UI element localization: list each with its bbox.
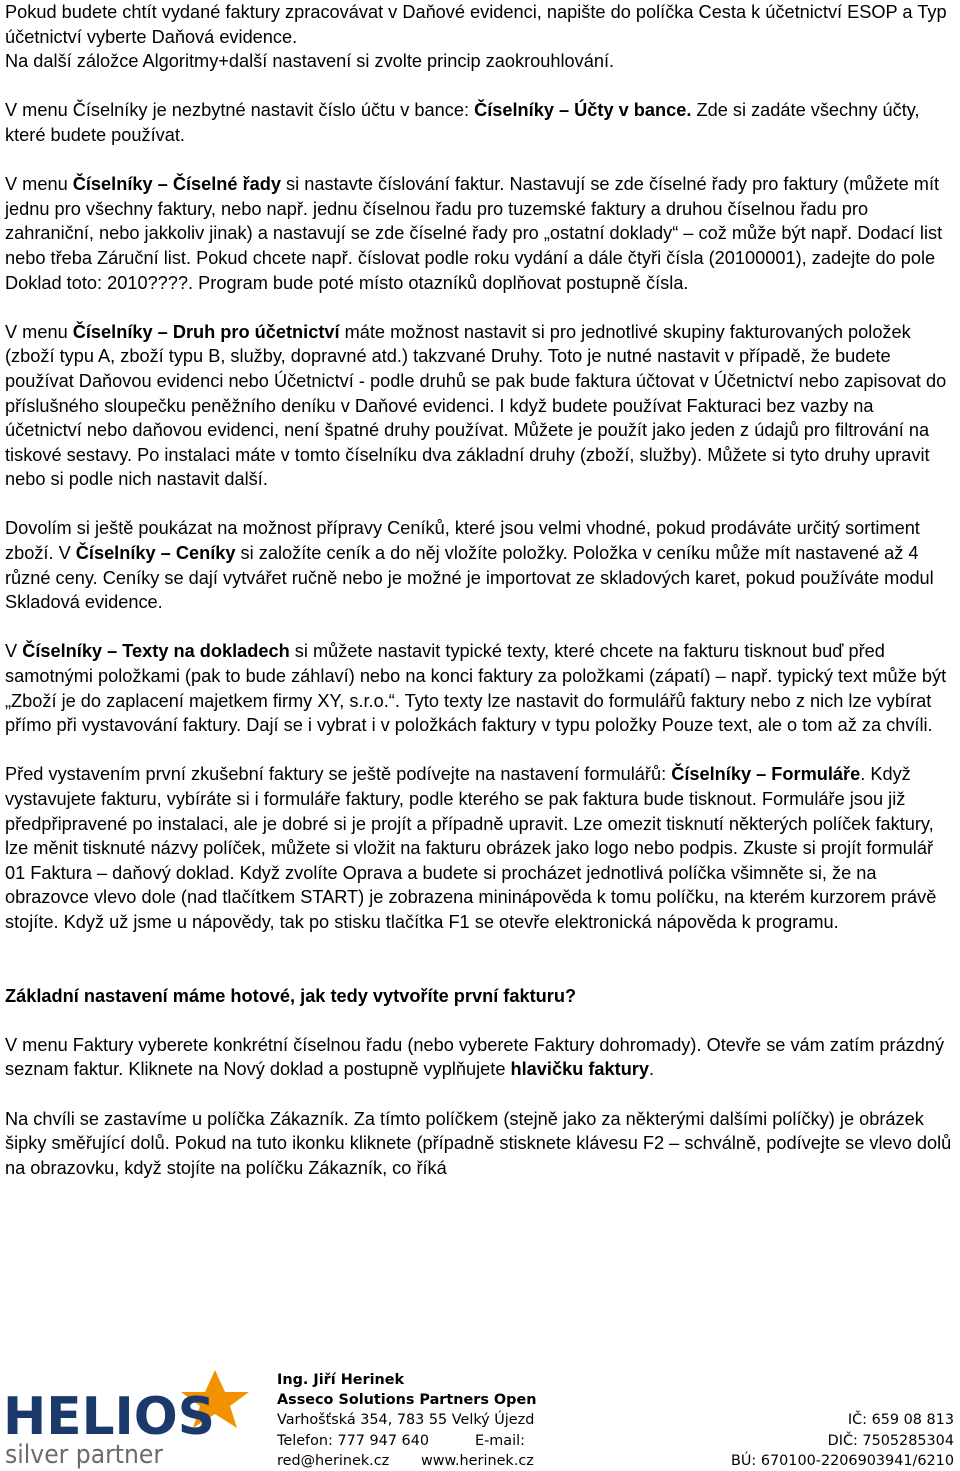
bold-text-run: Číselníky – Účty v bance. [474, 100, 692, 121]
bold-text-run: Číselníky – Druh pro účetnictví [72, 321, 340, 342]
text-run: Před vystavením první zkušební faktury se ještě podívejte na nastavení formulářů: [5, 764, 672, 785]
text-run: V menu Faktury vyberete konkrétní číselnou řadu (nebo vyberete Faktury dohromady). Otevře se vám zatím prázdný seznam faktur. Kliknete na Nový doklad a postupně vyplňujete [5, 1034, 945, 1080]
section-heading: Základní nastavení máme hotové, jak tedy vytvoříte první fakturu? [5, 985, 577, 1006]
paragraph-accounting-types [5, 320, 955, 492]
contact-address: Varhošťská 354, 783 55 Velký Újezd [277, 1412, 535, 1429]
text-run: si nastavte číslování faktur. Nastavují se zde číselné řady pro faktury (můžete mít jednu pro všechny faktury, nebo např. jednu číselnou řadu pro tuzemské faktury a druhou číselnou řadu pro zahraniční, nebo jakkoliv jinak) a nastavují se zde číselné řady pro „ostatní doklady“ – což může být např. Dodací list nebo třeba Záruční list. Pokud chcete např. číslovat podle roku vydání a dále čtyři čísla (20100001), zadejte do pole Doklad toto: 2010????. Program bude poté místo otazníků doplňovat postupně čísla. [5, 174, 943, 293]
bold-text-run: Číselníky – Ceníky [75, 543, 236, 564]
contact-name: Ing. Jiří Herinek [277, 1372, 405, 1388]
contact-block [277, 1370, 957, 1471]
text-run: Zde si zadáte všechny účty, které budete používat. [5, 100, 920, 145]
text-run: V [5, 641, 23, 662]
contact-email[interactable]: red@herinek.cz [277, 1452, 390, 1469]
paragraph-number-series [5, 172, 955, 295]
document-body [5, 0, 955, 1180]
logo-text: HELIOS [3, 1387, 215, 1447]
contact-row-phone [277, 1431, 957, 1451]
text-run: Dovolím si ještě poukázat na možnost přípravy Ceníků, které jsou velmi vhodné, pokud prodáváte určitý sortiment zboží. V [5, 518, 920, 564]
text-run: V menu [5, 174, 73, 195]
contact-row-email [277, 1451, 957, 1471]
paragraph-esop-setup [5, 0, 955, 74]
text-run: . Když vystavujete fakturu, vybíráte si i formuláře faktury, podle kterého se pak faktura bude tisknout. Formuláře jsou již předpřipravené po instalaci, ale je dobré si je projít a případně upravit. Lze omezit tisknutí některých políček faktury, lze měnit tisknuté názvy políček, můžete si vložit na fakturu obrázek jako logo nebo podpis. Zkuste si projít formulář 01 Faktura – daňový doklad. Když zvolíte Oprava a budete si procházet jednotlivá políčka všimněte si, že na obrazovce vlevo dole (nad tlačítkem START) je zobrazena mininápověda k tomu políčku, na kterém kurzorem právě stojíte. Když už jsme u nápovědy, tak po stisku tlačítka F1 se otevře elektronická nápověda k programu. [5, 764, 937, 932]
bold-text-run: hlavičku faktury [510, 1059, 649, 1080]
text-run: si založíte ceník a do něj vložíte položky. Položka v ceníku může mít nastavené až 4 různé ceny. Ceníky se dají vytvářet ručně nebo je možné je importovat ze skladových karet, pokud používáte modul Skladová evidence. [5, 543, 934, 613]
contact-dic: DIČ: 7505285304 [827, 1432, 954, 1449]
paragraph-customer-field [5, 1107, 955, 1181]
contact-email-label: E-mail: [475, 1432, 525, 1449]
logo-subtitle: silver partner [5, 1440, 164, 1470]
bold-text-run: Číselníky – Číselné řady [72, 174, 281, 195]
paragraph-document-texts [5, 639, 955, 737]
page-footer [0, 1362, 960, 1471]
contact-ic: IČ: 659 08 813 [847, 1412, 954, 1429]
text-run: Na další záložce Algoritmy+další nastavení si zvolte princip zaokrouhlování. [5, 51, 615, 72]
text-run: máte možnost nastavit si pro jednotlivé skupiny fakturovaných položek (zboží typu A, zboží typu B, služby, dopravné atd.) takzvané Druhy. Toto je nutné nastavit v případě, že budete používat Daňovou evidenci nebo Účetnictví - podle druhů se pak bude faktura účtovat v Účetnictví nebo zapisovat do příslušného sloupečku peněžního deníku v Daňové evidenci. I když budete používat Fakturaci bez vazby na účetnictví nebo daňovou evidenci, není špatné druhy používat. Můžete je použít jako jeden z údajů pro filtrování na tiskové sestavy. Po instalaci máte v tomto číselníku dva základní druhy (zboží, služby). Můžete si tyto druhy upravit nebo si podle nich nastavit další. [5, 321, 947, 490]
contact-bank-account: BÚ: 670100-2206903941/6210 [731, 1452, 954, 1469]
contact-company: Asseco Solutions Partners Open [277, 1392, 537, 1409]
contact-phone: Telefon: 777 947 640 [277, 1432, 430, 1449]
text-run: . [649, 1059, 655, 1080]
bold-text-run: Číselníky – Texty na dokladech [22, 641, 290, 662]
helios-logo [3, 1362, 268, 1471]
paragraph-invoice-header [5, 1033, 955, 1082]
bold-text-run: Číselníky – Formuláře [671, 764, 861, 785]
contact-web[interactable]: www.herinek.cz [421, 1452, 534, 1469]
text-run: Pokud budete chtít vydané faktury zpracovávat v Daňové evidenci, napište do políčka Cesta k účetnictví ESOP a Typ účetnictví vyberte Daňová evidence. [5, 2, 947, 47]
paragraph-price-lists [5, 516, 955, 614]
paragraph-bank-accounts [5, 98, 955, 147]
contact-row-address [277, 1410, 957, 1430]
text-run: Na chvíli se zastavíme u políčka Zákazník. Za tímto políčkem (stejně jako za některými dalšími políčky) je obrázek šipky směřující dolů. Pokud na tuto ikonku kliknete (případně stisknete klávesu F2 – schválně, podívejte se vlevo dolů na obrazovku, když stojíte na políčku Zákazník, co říká [5, 1108, 952, 1178]
text-run: si můžete nastavit typické texty, které chcete na fakturu tisknout buď před samotnými položkami (pak to bude záhlaví) nebo na konci faktury za položkami (zápatí) – např. typický text může být „Zboží je do zaplacení majetkem firmy XY, s.r.o.“. Tyto texty lze nastavit do formulářů faktury nebo z nich lze vybírat přímo při vystavování faktury. Dají se i vybrat i v položkách faktury v typu položky Pouze text, ale o tom až za chvíli. [5, 641, 947, 736]
text-run: V menu [5, 321, 73, 342]
paragraph-forms [5, 762, 955, 934]
text-run: V menu Číselníky je nezbytné nastavit číslo účtu v bance: [5, 100, 475, 121]
